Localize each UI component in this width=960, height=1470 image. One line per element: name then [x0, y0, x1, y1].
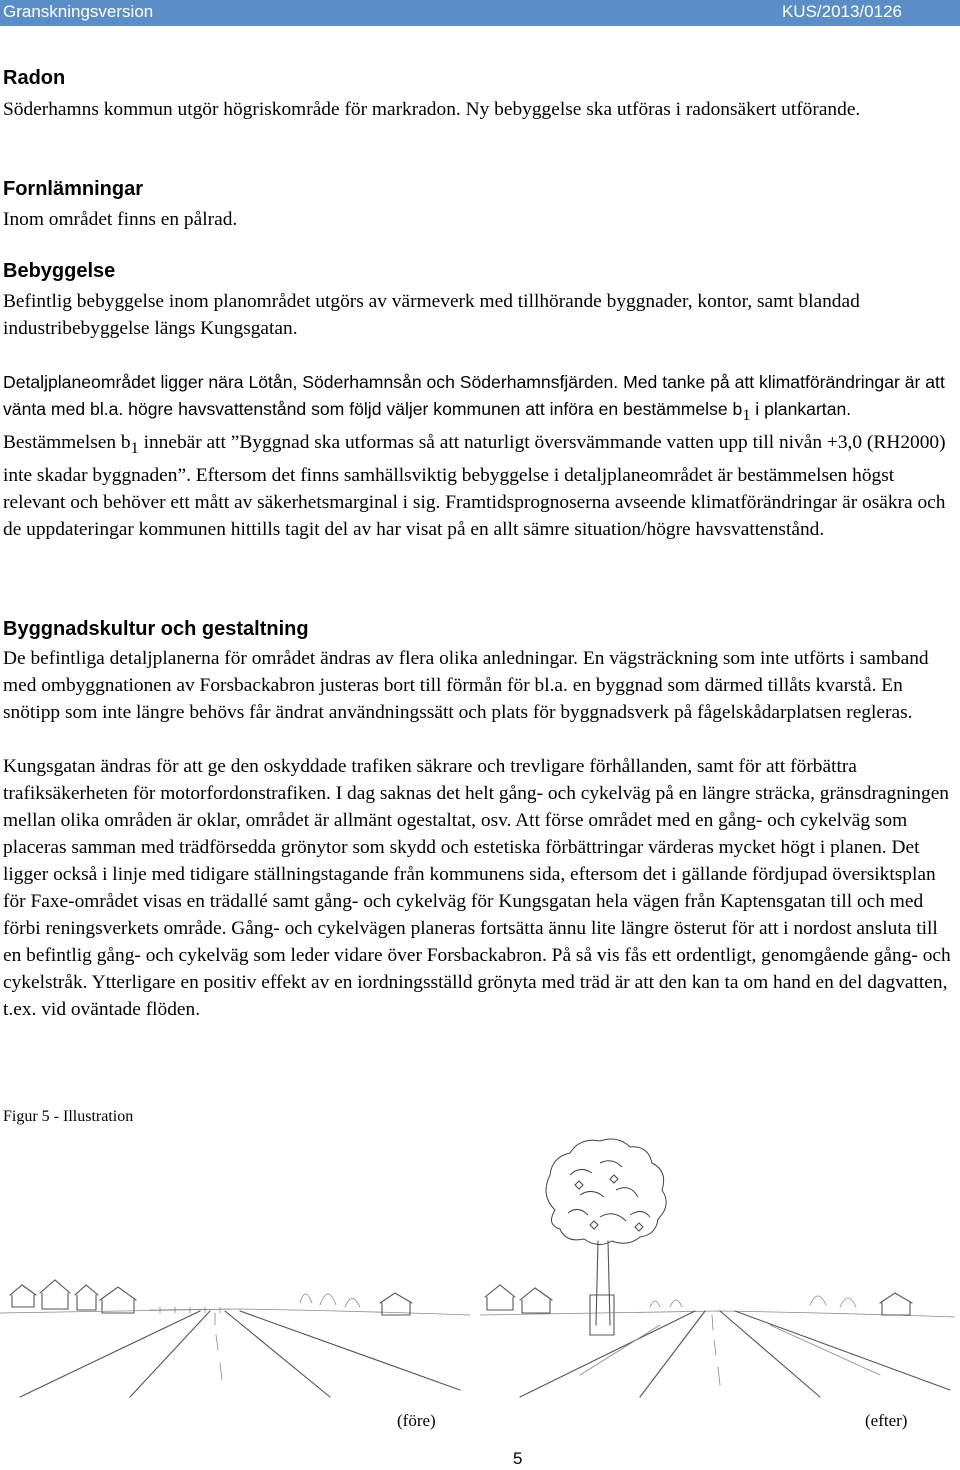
paragraph-radon: Söderhamns kommun utgör högriskområde för markradon. Ny bebyggelse ska utföras i radonsäkert utförande. — [3, 99, 861, 120]
subscript-1: 1 — [742, 406, 751, 424]
figure-label-after: (efter) — [865, 1411, 908, 1430]
paragraph-byggnadskultur-2: Kungsgatan ändras för att ge den oskyddade trafiken säkrare och trevligare förhållanden, samt för att förbättra trafiksäkerheten för motorfordonstrafiken. I dag saknas det helt gång- och cykelväg på en längre sträcka, gränsdragningen mellan olika områden är oklar, området är allmänt ogestaltat, osv. Att förse området med en gång- och cykelväg som placeras samman med trädförsedda grönytor som skydd och estetiska förbättringar värderas mycket högt i planen. Det ligger också i linje med tidigare ställningstagande från kommunens sida, eftersom det i gällande fördjupad översiktsplan för Faxe-området visas en trädallé samt gång- och cykelväg för Kungsgatan hela vägen från Kaptensgatan till och med förbi reningsverkets område. Gång- och cykelvägen planeras fortsätta ännu lite längre österut för att i nordost ansluta till en befintlig gång- och cykelväg som leder vidare över Forsbackabron. På så vis fås ett ordentligt, genomgående gång- och cykelstråk. Ytterligare en positiv effekt av en iordningsställd grönyta med träd är att den kan ta om hand en del dagvatten, t.ex. vid oväntade flöden. — [3, 756, 951, 1020]
heading-bebyggelse: Bebyggelse — [3, 260, 116, 282]
text-climate-change: Med tanke på att klimatförändringar är att vänta med bl.a. — [3, 372, 945, 419]
header-bar — [0, 0, 960, 26]
sketch-after — [480, 1135, 955, 1405]
figure-caption: Figur 5 - Illustration — [3, 1108, 134, 1125]
subscript-2: 1 — [130, 439, 139, 457]
text-bestammelsen-rest: innebär att ”Byggnad ska utformas så att naturligt översvämmande vatten upp till nivån +3,0 (RH2000) inte skadar byggnaden”. Eftersom det finns samhällsviktig bebyggelse i detaljplaneområdet är bestämmelsen högst relevant och behöver ett mått av säkerhetsmarginal i sig. Framtidsprognoserna avseende klimatförändringar är osäkra och de uppdateringar kommunen hittills tagit del av har visat på en allt sämre situation/högre havsvattenstånd. — [3, 431, 946, 540]
paragraph-fornlamningar: Inom området finns en pålrad. — [3, 209, 238, 230]
header-reference: KUS/2013/0126 — [781, 2, 902, 21]
heading-byggnadskultur: Byggnadskultur och gestaltning — [3, 618, 309, 640]
sketch-before-drawing — [0, 1280, 470, 1397]
text-plankartan: i plankartan. — [750, 399, 852, 419]
heading-radon: Radon — [3, 67, 66, 89]
sketch-after-drawing — [480, 1139, 955, 1397]
header-version: Granskningsversion — [3, 2, 154, 21]
heading-fornlamningar: Fornlämningar — [3, 178, 144, 200]
paragraph-bebyggelse-2 — [3, 369, 958, 543]
paragraph-bebyggelse-1: Befintlig bebyggelse inom planområdet utgörs av värmeverk med tillhörande byggnader, kontor, samt blandad industribebyggelse längs Kungsgatan. — [3, 291, 860, 339]
paragraph-byggnadskultur-1: De befintliga detaljplanerna för området ändras av flera olika anledningar. En vägsträckning som inte utförts i samband med ombyggnationen av Forsbackabron justeras bort till förmån för bl.a. en byggnad som därmed tillåts kvarstå. En snötipp som inte längre behövs får ändrat användningssätt och plats för byggnadsverk på fågelskådarplatsen regleras. — [3, 648, 929, 723]
text-bestammelsen: Bestämmelsen b — [3, 431, 131, 453]
figure-label-before: (före) — [397, 1411, 436, 1430]
text-sea-level: högre havsvattenstånd som följd väljer kommunen att införa en bestämmelse b — [123, 399, 743, 419]
sketch-before — [0, 1135, 470, 1405]
page-number: 5 — [513, 1449, 523, 1468]
text-detaljplan-location: Detaljplaneområdet ligger nära Lötån, Söderhamnsån och Söderhamnsfjärden. — [3, 372, 619, 392]
